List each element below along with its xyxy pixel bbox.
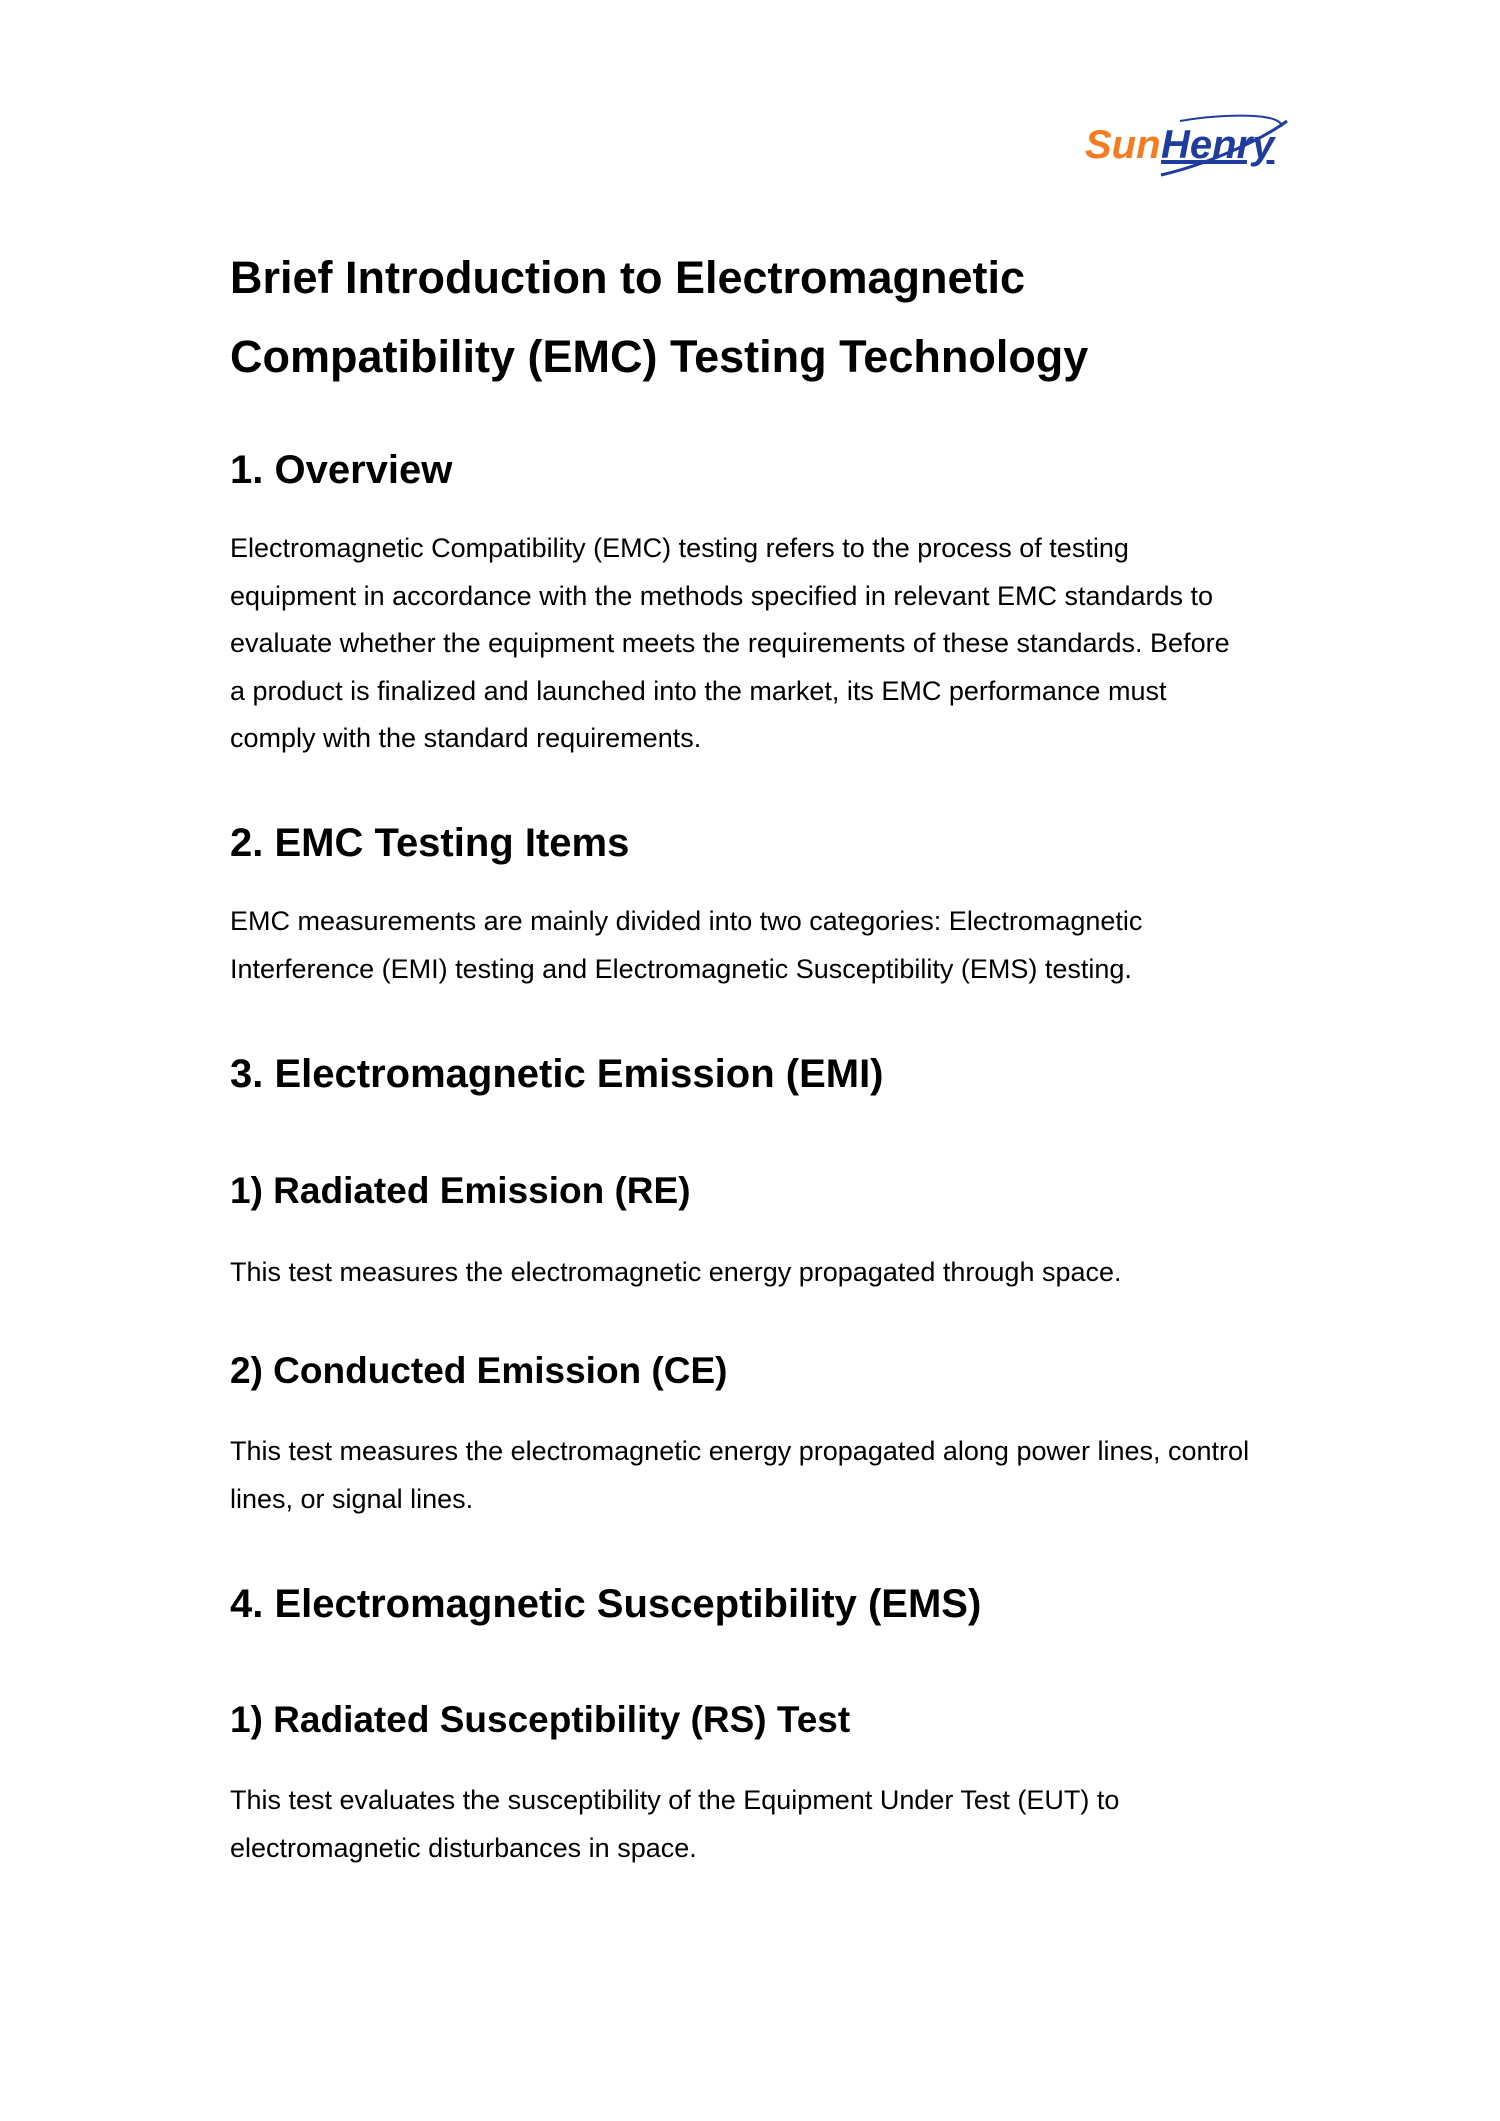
paragraph-line: Electromagnetic Compatibility (EMC) testing refers to the process of testing xyxy=(230,533,1129,563)
document-title xyxy=(230,238,1300,396)
paragraph-line: comply with the standard requirements. xyxy=(230,723,702,753)
subsection-heading-radiated-emission: 1) Radiated Emission (RE) xyxy=(230,1170,691,1211)
paragraph-line: lines, or signal lines. xyxy=(230,1483,474,1514)
sunhenry-logo xyxy=(1085,113,1295,185)
paragraph-line: This test evaluates the susceptibility of the Equipment Under Test (EUT) to xyxy=(230,1785,1120,1815)
subsection-paragraph-radiated-emission xyxy=(230,1249,1305,1297)
document-title-line: Compatibility (EMC) Testing Technology xyxy=(230,331,1089,382)
subsection-heading-conducted-emission: 2) Conducted Emission (CE) xyxy=(230,1350,728,1391)
document-title-line: Brief Introduction to Electromagnetic xyxy=(230,252,1026,303)
subsection-heading-radiated-susceptibility: 1) Radiated Susceptibility (RS) Test xyxy=(230,1699,851,1740)
section-paragraph-testing-items xyxy=(230,898,1305,993)
paragraph-line: equipment in accordance with the methods specified in relevant EMC standards to xyxy=(230,580,1214,611)
paragraph-line: This test measures the electromagnetic energy propagated through space. xyxy=(230,1257,1122,1287)
subsection-paragraph-radiated-susceptibility xyxy=(230,1777,1305,1872)
logo-text-sun: Sun xyxy=(1085,123,1161,167)
logo-text-henry: Henry xyxy=(1161,123,1275,167)
paragraph-line: EMC measurements are mainly divided into two categories: Electromagnetic xyxy=(230,906,1143,936)
section-heading-testing-items: 2. EMC Testing Items xyxy=(230,821,630,865)
logo-graphic xyxy=(1085,113,1295,185)
section-heading-ems: 4. Electromagnetic Susceptibility (EMS) xyxy=(230,1582,982,1626)
section-paragraph-overview xyxy=(230,525,1305,763)
paragraph-line: Interference (EMI) testing and Electromagnetic Susceptibility (EMS) testing. xyxy=(230,953,1132,984)
paragraph-line: This test measures the electromagnetic energy propagated along power lines, control xyxy=(230,1436,1250,1466)
paragraph-line: a product is finalized and launched into the market, its EMC performance must xyxy=(230,675,1167,706)
paragraph-line: evaluate whether the equipment meets the requirements of these standards. Before xyxy=(230,628,1230,658)
section-heading-emi: 3. Electromagnetic Emission (EMI) xyxy=(230,1052,884,1096)
section-heading-overview: 1. Overview xyxy=(230,448,453,492)
subsection-paragraph-conducted-emission xyxy=(230,1428,1305,1523)
paragraph-line: electromagnetic disturbances in space. xyxy=(230,1832,697,1863)
